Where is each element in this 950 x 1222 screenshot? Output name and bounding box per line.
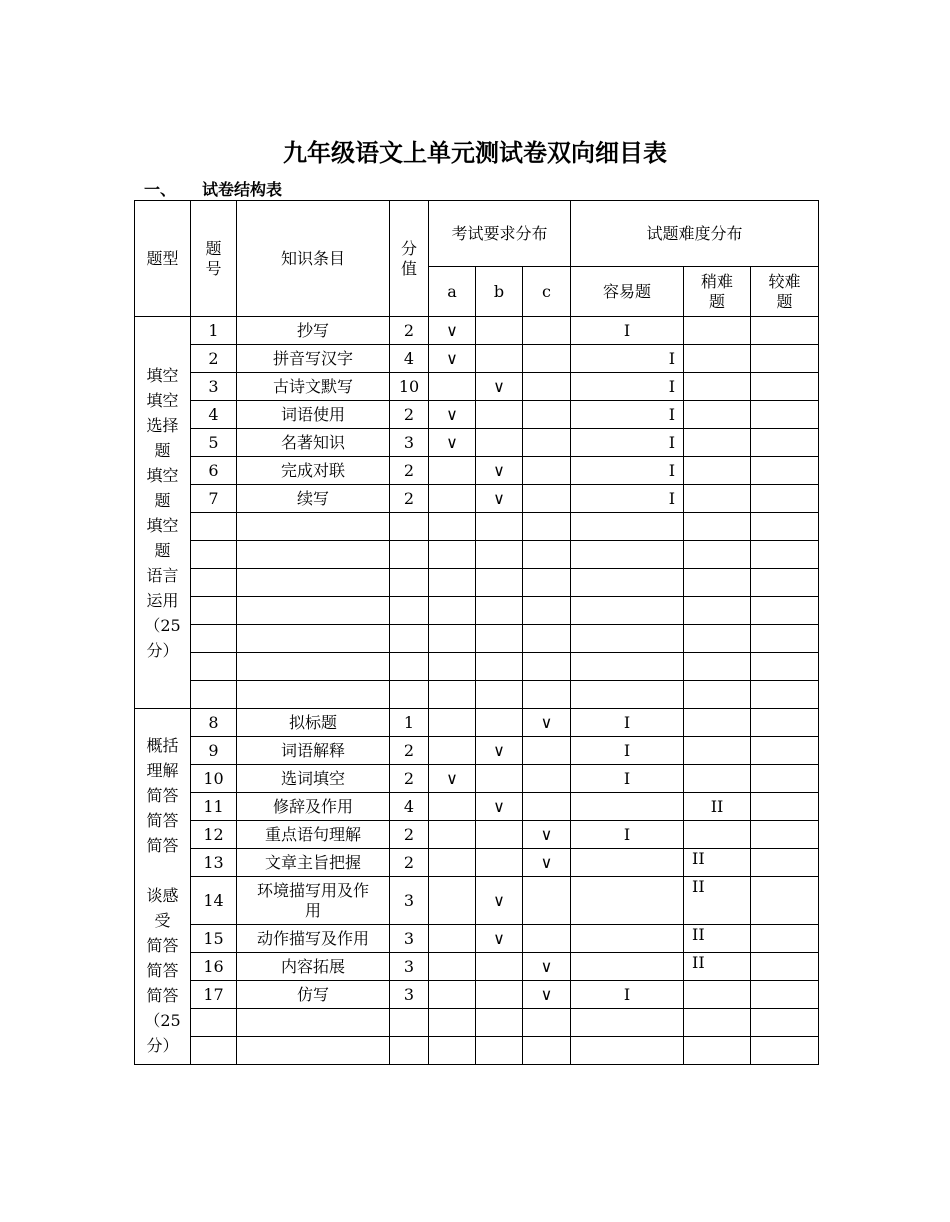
table-row: [135, 737, 819, 765]
req-b-cell: [476, 513, 523, 541]
hard-cell: [751, 485, 819, 513]
req-b-cell: [476, 653, 523, 681]
medium-cell: [684, 765, 751, 793]
easy-cell: I: [571, 709, 684, 737]
req-c-cell: ∨: [523, 849, 571, 877]
req-b-cell: [476, 345, 523, 373]
table-row: [135, 925, 819, 953]
req-b-cell: ∨: [476, 793, 523, 821]
hard-cell: [751, 429, 819, 457]
easy-cell: [571, 597, 684, 625]
easy-cell: I: [571, 457, 684, 485]
header-c: c: [523, 267, 571, 317]
req-c-cell: ∨: [523, 709, 571, 737]
topic-cell: 文章主旨把握: [237, 849, 390, 877]
score-cell: 3: [390, 981, 429, 1009]
header-easy: 容易题: [571, 267, 684, 317]
table-row-empty: [135, 1037, 819, 1065]
question-no-cell: 10: [191, 765, 237, 793]
topic-cell: 词语解释: [237, 737, 390, 765]
req-c-cell: [523, 597, 571, 625]
req-c-cell: [523, 345, 571, 373]
score-cell: 4: [390, 793, 429, 821]
easy-cell: I: [571, 345, 684, 373]
req-a-cell: [429, 373, 476, 401]
table-row: [135, 821, 819, 849]
topic-cell: 拼音写汉字: [237, 345, 390, 373]
hard-cell: [751, 625, 819, 653]
question-no-cell: [191, 597, 237, 625]
req-c-cell: [523, 877, 571, 925]
medium-cell: II: [684, 877, 751, 925]
question-no-cell: 6: [191, 457, 237, 485]
hard-cell: [751, 925, 819, 953]
table-row: [135, 485, 819, 513]
req-a-cell: [429, 569, 476, 597]
hard-cell: [751, 765, 819, 793]
medium-cell: [684, 345, 751, 373]
score-cell: 2: [390, 457, 429, 485]
question-no-cell: 9: [191, 737, 237, 765]
question-no-cell: 14: [191, 877, 237, 925]
table-row: [135, 401, 819, 429]
medium-cell: [684, 737, 751, 765]
medium-cell: [684, 513, 751, 541]
topic-cell: 续写: [237, 485, 390, 513]
topic-cell: [237, 681, 390, 709]
req-a-cell: [429, 849, 476, 877]
medium-cell: II: [684, 953, 751, 981]
section-number: 一、: [144, 180, 177, 199]
topic-cell: [237, 541, 390, 569]
req-b-cell: [476, 981, 523, 1009]
topic-cell: 拟标题: [237, 709, 390, 737]
req-b-cell: ∨: [476, 925, 523, 953]
topic-cell: 内容拓展: [237, 953, 390, 981]
table-row: [135, 457, 819, 485]
score-cell: 2: [390, 317, 429, 345]
req-a-cell: [429, 457, 476, 485]
structure-table: [134, 200, 819, 1065]
req-c-cell: [523, 681, 571, 709]
score-cell: [390, 625, 429, 653]
header-topic: 知识条目: [237, 201, 390, 317]
req-c-cell: [523, 793, 571, 821]
req-c-cell: [523, 485, 571, 513]
header-requirement: 考试要求分布: [429, 201, 571, 267]
easy-cell: [571, 653, 684, 681]
question-no-cell: 13: [191, 849, 237, 877]
table-row: [135, 709, 819, 737]
req-a-cell: [429, 681, 476, 709]
medium-cell: [684, 1037, 751, 1065]
req-b-cell: [476, 625, 523, 653]
header-question-no: 题 号: [191, 201, 237, 317]
table-row-empty: [135, 513, 819, 541]
medium-cell: [684, 317, 751, 345]
easy-cell: I: [571, 317, 684, 345]
score-cell: [390, 653, 429, 681]
topic-cell: 环境描写用及作 用: [237, 877, 390, 925]
table-row-empty: [135, 569, 819, 597]
table-row-empty: [135, 681, 819, 709]
easy-cell: [571, 1009, 684, 1037]
question-no-cell: [191, 569, 237, 597]
easy-cell: [571, 793, 684, 821]
easy-cell: I: [571, 765, 684, 793]
req-b-cell: ∨: [476, 457, 523, 485]
req-a-cell: ∨: [429, 345, 476, 373]
score-cell: [390, 569, 429, 597]
req-a-cell: ∨: [429, 429, 476, 457]
easy-cell: [571, 877, 684, 925]
medium-cell: [684, 373, 751, 401]
medium-cell: [684, 401, 751, 429]
medium-cell: [684, 653, 751, 681]
medium-cell: II: [684, 849, 751, 877]
req-b-cell: [476, 953, 523, 981]
medium-cell: [684, 485, 751, 513]
req-c-cell: [523, 513, 571, 541]
medium-cell: [684, 429, 751, 457]
req-b-cell: [476, 1009, 523, 1037]
req-a-cell: [429, 821, 476, 849]
topic-cell: [237, 1009, 390, 1037]
req-a-cell: [429, 1037, 476, 1065]
hard-cell: [751, 953, 819, 981]
header-a: a: [429, 267, 476, 317]
topic-cell: 重点语句理解: [237, 821, 390, 849]
score-cell: 2: [390, 849, 429, 877]
easy-cell: I: [571, 737, 684, 765]
medium-cell: [684, 597, 751, 625]
question-no-cell: [191, 541, 237, 569]
question-no-cell: 17: [191, 981, 237, 1009]
table-row-empty: [135, 625, 819, 653]
req-c-cell: [523, 625, 571, 653]
table-row: [135, 981, 819, 1009]
question-no-cell: [191, 1009, 237, 1037]
topic-cell: 词语使用: [237, 401, 390, 429]
table-row: [135, 877, 819, 925]
req-a-cell: [429, 485, 476, 513]
table-row: [135, 765, 819, 793]
req-a-cell: [429, 653, 476, 681]
table-row: [135, 317, 819, 345]
table-row-empty: [135, 541, 819, 569]
score-cell: 2: [390, 737, 429, 765]
header-medium: 稍难 题: [684, 267, 751, 317]
hard-cell: [751, 345, 819, 373]
req-a-cell: [429, 925, 476, 953]
req-a-cell: ∨: [429, 401, 476, 429]
score-cell: [390, 513, 429, 541]
req-b-cell: [476, 429, 523, 457]
req-a-cell: [429, 597, 476, 625]
header-score: 分 值: [390, 201, 429, 317]
score-cell: [390, 1009, 429, 1037]
hard-cell: [751, 793, 819, 821]
req-a-cell: [429, 709, 476, 737]
topic-cell: 抄写: [237, 317, 390, 345]
hard-cell: [751, 821, 819, 849]
easy-cell: [571, 569, 684, 597]
question-no-cell: 8: [191, 709, 237, 737]
req-a-cell: [429, 877, 476, 925]
question-no-cell: 11: [191, 793, 237, 821]
hard-cell: [751, 653, 819, 681]
easy-cell: [571, 513, 684, 541]
req-b-cell: [476, 681, 523, 709]
question-no-cell: 4: [191, 401, 237, 429]
score-cell: [390, 681, 429, 709]
req-b-cell: [476, 401, 523, 429]
medium-cell: [684, 569, 751, 597]
topic-cell: [237, 513, 390, 541]
table-row-empty: [135, 1009, 819, 1037]
req-a-cell: [429, 513, 476, 541]
topic-cell: 名著知识: [237, 429, 390, 457]
medium-cell: II: [684, 793, 751, 821]
score-cell: 4: [390, 345, 429, 373]
req-a-cell: [429, 625, 476, 653]
req-a-cell: [429, 953, 476, 981]
score-cell: 3: [390, 877, 429, 925]
table-row: [135, 345, 819, 373]
easy-cell: I: [571, 981, 684, 1009]
hard-cell: [751, 981, 819, 1009]
topic-cell: 选词填空: [237, 765, 390, 793]
req-a-cell: [429, 981, 476, 1009]
section-label: 试卷结构表: [202, 180, 283, 199]
table-row: [135, 373, 819, 401]
table-row-empty: [135, 597, 819, 625]
req-c-cell: [523, 765, 571, 793]
score-cell: 3: [390, 429, 429, 457]
req-a-cell: [429, 1009, 476, 1037]
question-no-cell: 3: [191, 373, 237, 401]
category-cell: 概括 理解 简答 简答 简答 谈感 受 简答 简答 简答 （25 分）: [135, 709, 191, 1065]
req-c-cell: [523, 541, 571, 569]
score-cell: 2: [390, 485, 429, 513]
question-no-cell: [191, 1037, 237, 1065]
easy-cell: [571, 681, 684, 709]
req-b-cell: ∨: [476, 485, 523, 513]
req-b-cell: [476, 709, 523, 737]
req-c-cell: ∨: [523, 953, 571, 981]
easy-cell: I: [571, 401, 684, 429]
score-cell: [390, 541, 429, 569]
question-no-cell: [191, 513, 237, 541]
question-no-cell: 7: [191, 485, 237, 513]
easy-cell: [571, 541, 684, 569]
topic-cell: [237, 569, 390, 597]
table-row: [135, 793, 819, 821]
req-b-cell: [476, 765, 523, 793]
req-c-cell: ∨: [523, 821, 571, 849]
topic-cell: 动作描写及作用: [237, 925, 390, 953]
table-row-empty: [135, 653, 819, 681]
req-c-cell: [523, 569, 571, 597]
req-b-cell: [476, 849, 523, 877]
score-cell: 3: [390, 953, 429, 981]
medium-cell: [684, 1009, 751, 1037]
topic-cell: [237, 625, 390, 653]
req-b-cell: [476, 1037, 523, 1065]
req-c-cell: [523, 373, 571, 401]
hard-cell: [751, 849, 819, 877]
hard-cell: [751, 1037, 819, 1065]
req-c-cell: [523, 401, 571, 429]
question-no-cell: 1: [191, 317, 237, 345]
req-c-cell: [523, 737, 571, 765]
hard-cell: [751, 597, 819, 625]
topic-cell: 修辞及作用: [237, 793, 390, 821]
easy-cell: [571, 1037, 684, 1065]
score-cell: 3: [390, 925, 429, 953]
req-c-cell: [523, 429, 571, 457]
easy-cell: [571, 925, 684, 953]
topic-cell: 古诗文默写: [237, 373, 390, 401]
category-cell: 填空 填空 选择 题 填空 题 填空 题 语言 运用 （25 分）: [135, 317, 191, 709]
medium-cell: [684, 981, 751, 1009]
table-row: [135, 953, 819, 981]
question-no-cell: 15: [191, 925, 237, 953]
score-cell: [390, 1037, 429, 1065]
hard-cell: [751, 877, 819, 925]
medium-cell: [684, 541, 751, 569]
req-c-cell: [523, 653, 571, 681]
question-no-cell: [191, 625, 237, 653]
page-title: 九年级语文上单元测试卷双向细目表: [283, 139, 667, 167]
header-b: b: [476, 267, 523, 317]
easy-cell: [571, 625, 684, 653]
req-c-cell: [523, 317, 571, 345]
req-a-cell: [429, 793, 476, 821]
table-row: [135, 849, 819, 877]
topic-cell: [237, 1037, 390, 1065]
easy-cell: [571, 849, 684, 877]
easy-cell: [571, 953, 684, 981]
hard-cell: [751, 317, 819, 345]
question-no-cell: [191, 653, 237, 681]
req-b-cell: ∨: [476, 737, 523, 765]
req-a-cell: ∨: [429, 317, 476, 345]
req-a-cell: [429, 541, 476, 569]
header-type: 题型: [135, 201, 191, 317]
req-a-cell: ∨: [429, 765, 476, 793]
hard-cell: [751, 513, 819, 541]
easy-cell: I: [571, 485, 684, 513]
hard-cell: [751, 681, 819, 709]
medium-cell: [684, 457, 751, 485]
score-cell: 10: [390, 373, 429, 401]
req-b-cell: [476, 317, 523, 345]
req-c-cell: ∨: [523, 981, 571, 1009]
section-heading: [144, 177, 282, 200]
req-c-cell: [523, 1037, 571, 1065]
easy-cell: I: [571, 373, 684, 401]
score-cell: 1: [390, 709, 429, 737]
hard-cell: [751, 541, 819, 569]
hard-cell: [751, 569, 819, 597]
table-row: [135, 429, 819, 457]
easy-cell: I: [571, 429, 684, 457]
question-no-cell: 2: [191, 345, 237, 373]
header-hard: 较难 题: [751, 267, 819, 317]
question-no-cell: 5: [191, 429, 237, 457]
question-no-cell: 12: [191, 821, 237, 849]
req-b-cell: [476, 821, 523, 849]
hard-cell: [751, 457, 819, 485]
medium-cell: [684, 821, 751, 849]
hard-cell: [751, 373, 819, 401]
score-cell: 2: [390, 821, 429, 849]
req-b-cell: [476, 597, 523, 625]
req-b-cell: ∨: [476, 373, 523, 401]
medium-cell: [684, 625, 751, 653]
medium-cell: [684, 709, 751, 737]
req-c-cell: [523, 925, 571, 953]
topic-cell: [237, 597, 390, 625]
hard-cell: [751, 1009, 819, 1037]
question-no-cell: 16: [191, 953, 237, 981]
topic-cell: [237, 653, 390, 681]
req-b-cell: ∨: [476, 877, 523, 925]
hard-cell: [751, 737, 819, 765]
req-c-cell: [523, 1009, 571, 1037]
score-cell: [390, 597, 429, 625]
req-a-cell: [429, 737, 476, 765]
score-cell: 2: [390, 765, 429, 793]
question-no-cell: [191, 681, 237, 709]
score-cell: 2: [390, 401, 429, 429]
medium-cell: II: [684, 925, 751, 953]
hard-cell: [751, 709, 819, 737]
header-difficulty: 试题难度分布: [571, 201, 819, 267]
topic-cell: 仿写: [237, 981, 390, 1009]
easy-cell: I: [571, 821, 684, 849]
req-c-cell: [523, 457, 571, 485]
req-b-cell: [476, 541, 523, 569]
medium-cell: [684, 681, 751, 709]
req-b-cell: [476, 569, 523, 597]
hard-cell: [751, 401, 819, 429]
topic-cell: 完成对联: [237, 457, 390, 485]
